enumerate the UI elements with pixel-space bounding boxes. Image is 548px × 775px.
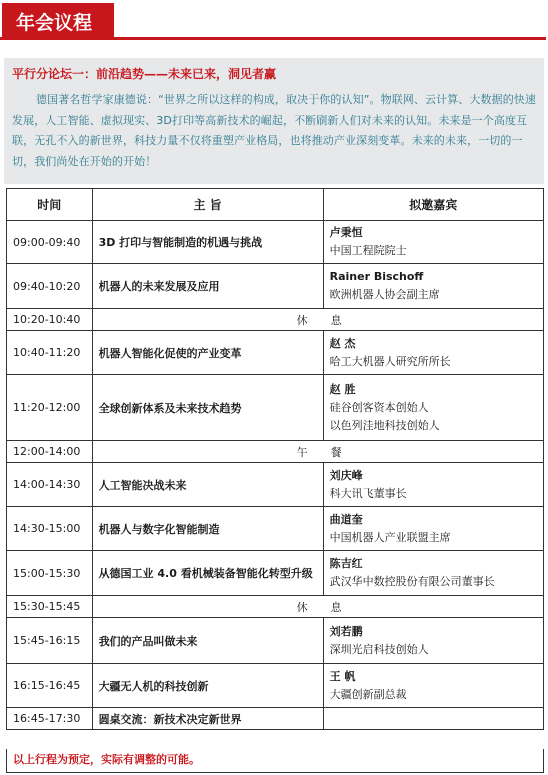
break-label: 餐: [330, 445, 342, 459]
agenda-table: [6, 188, 544, 730]
guest-title: 大疆创新副总裁: [329, 687, 407, 701]
session-guests: [323, 708, 543, 730]
agenda-row: [7, 264, 544, 309]
guest-name: 曲道奎: [329, 512, 363, 526]
session-topic: 机器人智能化促使的产业变革: [92, 331, 323, 375]
session-topic: 人工智能决战未来: [92, 463, 323, 507]
session-guests: [323, 264, 543, 309]
session-guests: [323, 664, 543, 708]
session-topic: 大疆无人机的科技创新: [92, 664, 323, 708]
session-guests: [323, 463, 543, 507]
break-label: 息: [330, 313, 342, 327]
session-topic: 全球创新体系及未来技术趋势: [92, 375, 323, 441]
session-time: 10:40-11:20: [7, 331, 93, 375]
guest-title: 以色列洼地科技创始人: [329, 418, 440, 432]
page-title: 年会议程: [2, 3, 114, 40]
session-time: 15:00-15:30: [7, 551, 93, 596]
guest-name: 赵 胜: [329, 382, 356, 396]
break-cell: [92, 441, 543, 463]
session-guests: [323, 221, 543, 264]
break-row: [7, 441, 544, 463]
intro-box: [4, 58, 544, 184]
agenda-row: [7, 708, 544, 730]
session-time: 11:20-12:00: [7, 375, 93, 441]
guest-title: 硅谷创客资本创始人: [329, 400, 429, 414]
session-topic: 机器人的未来发展及应用: [92, 264, 323, 309]
guest-title: 中国工程院院士: [329, 244, 407, 257]
forum-title: 平行分论坛一：前沿趋势——未来已来，洞见者赢: [12, 67, 277, 81]
break-cell: [92, 309, 543, 331]
break-label: 午: [296, 445, 308, 459]
session-time: 09:00-09:40: [7, 221, 93, 264]
session-time: 15:45-16:15: [7, 618, 93, 664]
agenda-row: [7, 463, 544, 507]
session-time: 10:20-10:40: [7, 309, 93, 331]
break-label: 休: [296, 313, 308, 327]
guest-name: 王 帆: [329, 669, 356, 683]
session-guests: [323, 507, 543, 551]
guest-title: 欧洲机器人协会副主席: [329, 288, 440, 301]
session-topic: 机器人与数字化智能制造: [92, 507, 323, 551]
session-time: 16:15-16:45: [7, 664, 93, 708]
header-time: 时间: [7, 189, 93, 221]
guest-name: 赵 杰: [329, 336, 356, 350]
break-label: 息: [330, 600, 342, 614]
guest-name: 陈吉红: [329, 557, 363, 570]
session-time: 15:30-15:45: [7, 596, 93, 618]
break-row: [7, 309, 544, 331]
session-topic: 3D 打印与智能制造的机遇与挑战: [92, 221, 323, 264]
session-time: 14:00-14:30: [7, 463, 93, 507]
break-cell: [92, 596, 543, 618]
guest-title: 中国机器人产业联盟主席: [329, 530, 451, 544]
session-time: 14:30-15:00: [7, 507, 93, 551]
header-topic: 主 旨: [92, 189, 323, 221]
agenda-row: [7, 664, 544, 708]
session-time: 12:00-14:00: [7, 441, 93, 463]
guest-title: 科大讯飞董事长: [329, 486, 407, 500]
session-topic: 圆桌交流：新技术决定新世界: [92, 708, 323, 730]
agenda-row: [7, 331, 544, 375]
schedule-note: 以上行程为预定，实际有调整的可能。: [6, 749, 544, 773]
agenda-row: [7, 221, 544, 264]
agenda-header-row: [7, 189, 544, 221]
agenda-row: [7, 618, 544, 664]
forum-description: 德国著名哲学家康德说：“世界之所以这样的构成，取决于你的认知”。物联网、云计算、大数据的快速发展，人工智能、虚拟现实、3D打印等高新技术的崛起，不断刷新人们对未来的认知。未来是一个高度互联，无孔不入的新世界，科技力量不仅将重塑产业格局，也将推动产业深刻变革。未来的未来，一切的一切，我们尚处在开始的开始！: [12, 93, 536, 168]
agenda-row: [7, 507, 544, 551]
guest-title: 武汉华中数控股份有限公司董事长: [329, 575, 495, 588]
break-row: [7, 596, 544, 618]
session-time: 16:45-17:30: [7, 708, 93, 730]
break-label: 休: [296, 600, 308, 614]
agenda-row: [7, 375, 544, 441]
session-topic: 我们的产品叫做未来: [92, 618, 323, 664]
session-time: 09:40-10:20: [7, 264, 93, 309]
guest-name: 刘若鹏: [329, 624, 363, 638]
session-guests: [323, 618, 543, 664]
session-topic: 从德国工业 4.0 看机械装备智能化转型升级: [92, 551, 323, 596]
agenda-row: [7, 551, 544, 596]
header-guests: 拟邀嘉宾: [323, 189, 543, 221]
session-guests: [323, 331, 543, 375]
guest-name: Rainer Bischoff: [329, 270, 424, 283]
guest-name: 卢秉恒: [329, 226, 363, 239]
guest-name: 刘庆峰: [329, 468, 363, 482]
session-guests: [323, 375, 543, 441]
guest-title: 哈工大机器人研究所所长: [329, 354, 451, 368]
session-guests: [323, 551, 543, 596]
guest-title: 深圳光启科技创始人: [329, 642, 429, 656]
